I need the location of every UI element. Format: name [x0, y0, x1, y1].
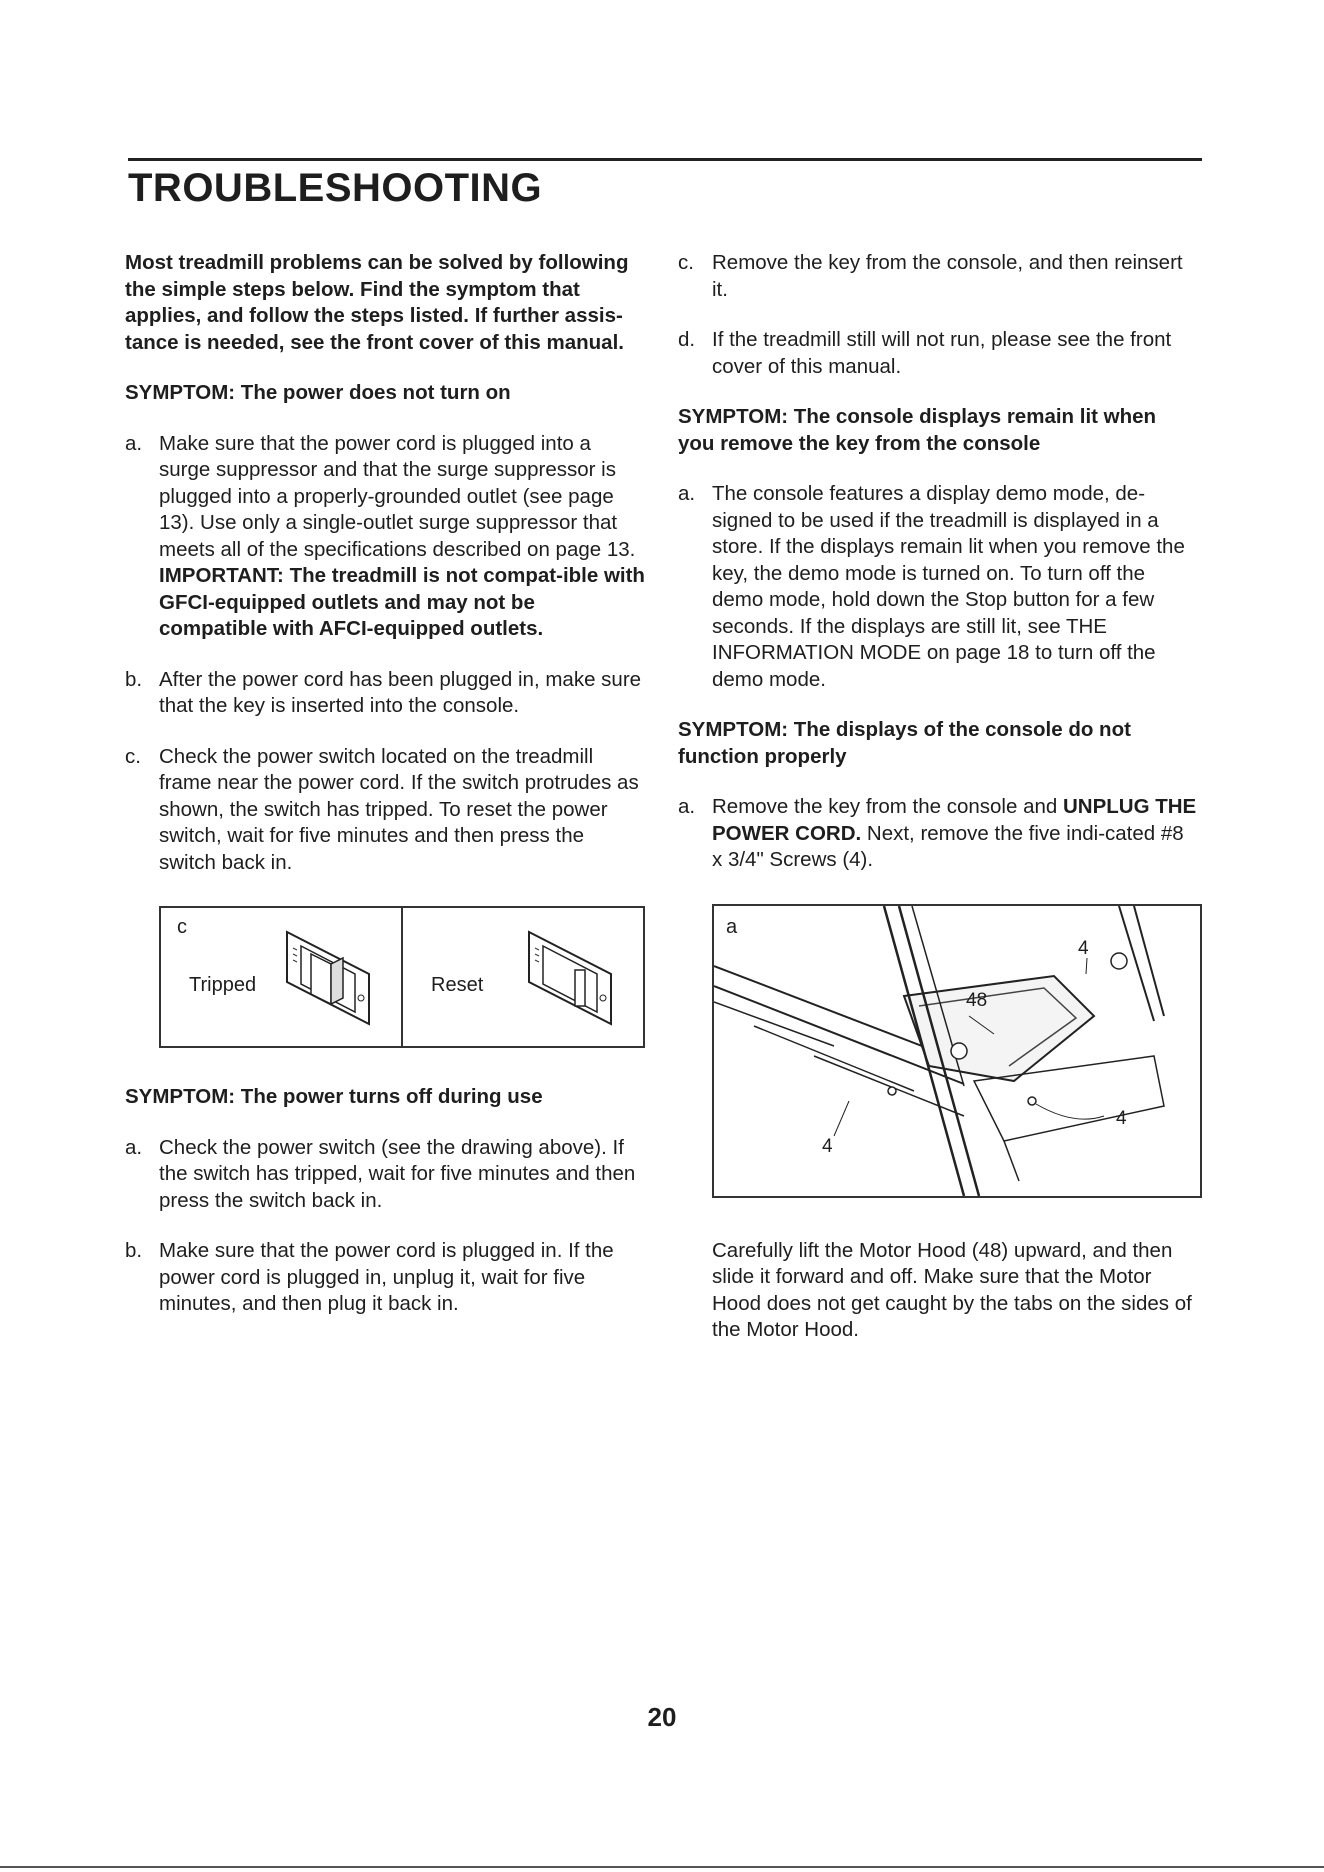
step-text: Check the power switch (see the drawing above). If the switch has tripped, wait for five minutes and then press the switch back in.: [159, 1135, 636, 1212]
step-text: Remove the key from the console and: [712, 795, 1063, 818]
left-column: [125, 250, 645, 1342]
step-letter: b.: [125, 1239, 143, 1262]
step-item: [678, 481, 1198, 693]
step-letter: a.: [125, 431, 143, 455]
step-text: Make sure that the power cord is plugged into a surge suppressor and that the surge suppressor is plugged into a properly-grounded outlet (see page 13). Use only a single-outlet surge suppressor that meets all of the specifications described on page 13.: [159, 431, 636, 561]
step-letter: d.: [678, 328, 696, 351]
tripped-label: Tripped: [189, 974, 257, 996]
step-important-text: IMPORTANT: The treadmill is not compat-ible with GFCI-equipped outlets and may not be compatible with AFCI-equipped outlets.: [159, 564, 645, 640]
symptom-heading-power-off-during-use: SYMPTOM: The power turns off during use: [125, 1085, 543, 1108]
step-letter: c.: [678, 251, 694, 274]
callout-4-right: 4: [1116, 1107, 1127, 1129]
step-text: The console features a display demo mode, de-signed to be used if the treadmill is displayed in a store. If the displays remain lit when you remove the key, the demo mode is turned on. To turn off the demo mode, hold down the Stop button for a few seconds. If the displays are still lit, see THE INFORMATION MODE on page 18 to turn off the demo mode.: [712, 482, 1185, 691]
after-figure-paragraph: Carefully lift the Motor Hood (48) upward, and then slide it forward and off. Make sure that the Motor Hood does not get caught by the tabs on the sides of the Motor Hood.: [712, 1238, 1192, 1341]
intro-paragraph: Most treadmill problems can be solved by following the simple steps below. Find the symptom that applies, and follow the steps listed. If further assis-tance is needed, see the front cover of this manual.: [125, 251, 629, 354]
power-switch-figure: [159, 906, 645, 1048]
callout-48: 48: [966, 989, 988, 1011]
step-text: After the power cord has been plugged in, make sure that the key is inserted into the console.: [159, 667, 642, 717]
reset-panel: [401, 908, 643, 1046]
bottom-rule: [0, 1866, 1324, 1868]
step-item: [678, 327, 1198, 380]
step-item: [678, 250, 1198, 303]
symptom-heading-displays-remain-lit: SYMPTOM: The console displays remain lit when you remove the key from the console: [678, 405, 1157, 455]
step-item: [125, 1135, 645, 1215]
step-text: Remove the key from the console, and then reinsert it.: [712, 251, 1183, 301]
step-letter: a.: [678, 482, 696, 505]
callout-4-bottom: 4: [822, 1135, 833, 1157]
step-text: Next, remove the five indi-cated #8 x 3/4" Screws (4).: [712, 821, 1184, 871]
motor-hood-illustration: [714, 906, 1200, 1196]
step-item: [125, 667, 645, 720]
step-item: [678, 794, 1198, 874]
figure-letter: a: [726, 915, 738, 938]
step-text: Check the power switch located on the treadmill frame near the power cord. If the switch protrudes as shown, the switch has tripped. To reset the power switch, wait for five minutes and then press the switch back in.: [159, 744, 639, 874]
page-title: TROUBLESHOOTING: [128, 166, 543, 210]
step-item: [125, 431, 645, 643]
tripped-panel: [161, 908, 401, 1046]
motor-hood-figure: [712, 904, 1202, 1198]
right-column: [678, 250, 1198, 1344]
reset-switch-illustration: [525, 928, 615, 1028]
step-text: If the treadmill still will not run, please see the front cover of this manual.: [712, 328, 1172, 378]
step-letter: c.: [125, 744, 141, 768]
step-item: [125, 744, 645, 877]
step-letter: a.: [125, 1135, 143, 1159]
symptom-heading-power-not-on: SYMPTOM: The power does not turn on: [125, 381, 511, 404]
unplug-warning: UNPLUG THE POWER CORD.: [712, 795, 1197, 845]
reset-label: Reset: [431, 974, 484, 996]
step-item: [125, 1238, 645, 1318]
step-letter: a.: [678, 795, 696, 818]
page-number: 20: [647, 1702, 677, 1732]
callout-4-top: 4: [1078, 937, 1089, 959]
step-text: Make sure that the power cord is plugged in. If the power cord is plugged in, unplug it, wait for five minutes, and then plug it back in.: [159, 1239, 614, 1315]
tripped-switch-illustration: [283, 928, 373, 1028]
step-letter: b.: [125, 667, 143, 691]
figure-letter: c: [177, 916, 187, 938]
symptom-heading-displays-not-functioning: SYMPTOM: The displays of the console do not function properly: [678, 718, 1131, 768]
title-rule: [128, 158, 1202, 161]
